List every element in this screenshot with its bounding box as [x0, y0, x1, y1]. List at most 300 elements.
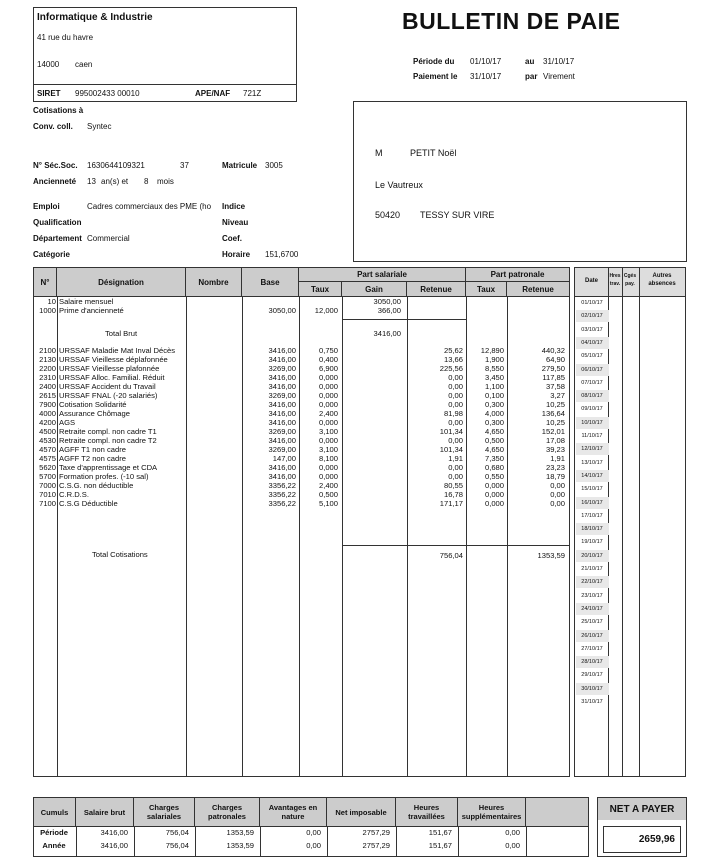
table-cell-taux-p: 12,890	[480, 346, 504, 355]
calendar-date: 12/10/17	[581, 446, 603, 453]
secu-key: 37	[180, 161, 189, 170]
table-cell-retenue: 101,34	[439, 427, 463, 436]
recipient-civility: M	[375, 148, 383, 158]
calendar-date: 14/10/17	[581, 472, 603, 479]
calendar-date: 17/10/17	[581, 512, 603, 519]
table-cell-retenue-p: 37,58	[545, 382, 565, 391]
table-cell-taux-p: 1,900	[484, 355, 504, 364]
calendar-date: 10/10/17	[581, 419, 603, 426]
table-cell-gain	[345, 454, 401, 463]
calendar-header-date: Date	[584, 278, 598, 284]
anciennete-label: Ancienneté	[33, 177, 77, 186]
col-header-taux-patronal: Taux	[466, 282, 507, 296]
col-line	[242, 296, 243, 777]
table-cell-taux: 0,500	[318, 490, 338, 499]
table-cell-base	[244, 297, 296, 306]
summary-header-cell: Charges patronales	[195, 798, 260, 826]
table-cell-base: 147,00	[272, 454, 296, 463]
summary-cell: 3416,00	[100, 841, 128, 850]
calendar-col-line	[639, 267, 640, 777]
calendar-date: 11/10/17	[581, 433, 603, 439]
table-cell-retenue-p: 152,01	[541, 427, 565, 436]
emploi-label: Emploi	[33, 202, 60, 211]
ape-label: APE/NAF	[195, 89, 231, 98]
table-cell-retenue	[410, 297, 463, 306]
table-cell-taux-p: 0,680	[484, 463, 504, 472]
recipient-postcode: 50420	[375, 210, 401, 220]
table-cell-base: 3416,00	[268, 355, 296, 364]
categorie-label: Catégorie	[33, 250, 70, 259]
table-cell-taux: 0,000	[318, 418, 338, 427]
table-cell-retenue-p: 0,00	[550, 490, 565, 499]
paiement-mode: Virement	[543, 72, 575, 81]
table-cell-base: 3416,00	[268, 472, 296, 481]
table-cell-label: Taxe d'apprentissage et CDA	[59, 463, 158, 472]
table-cell-taux: 0,000	[318, 400, 338, 409]
table-cell-base: 3269,00	[268, 391, 296, 400]
table-cell-taux-p	[467, 297, 504, 306]
total-cotisations-salariales: 756,04	[439, 551, 463, 560]
departement-label: Département	[33, 234, 82, 243]
table-cell-label: URSSAF Vieillesse plafonnée	[59, 364, 160, 373]
table-cell-retenue-p: 117,85	[542, 373, 565, 382]
table-cell-retenue: 80,55	[443, 481, 463, 490]
periode-from: 01/10/17	[470, 57, 502, 66]
col-line	[186, 296, 187, 777]
summary-cell: 0,00	[505, 828, 520, 837]
table-cell-retenue-p: 23,23	[545, 463, 565, 472]
table-cell-taux-p: 7,350	[484, 454, 504, 463]
table-cell-gain	[345, 427, 401, 436]
summary-header-cell: Avantages en nature	[260, 798, 327, 826]
anciennete-years-unit: an(s) et	[101, 177, 129, 186]
col-line	[407, 296, 408, 777]
table-cell-retenue-p: 0,00	[550, 499, 565, 508]
table-cell-taux-p: 1,100	[484, 382, 504, 391]
calendar-date: 28/10/17	[581, 659, 603, 666]
table-cell-taux: 0,750	[318, 346, 338, 355]
table-cell-code: 2310	[39, 373, 56, 382]
paiement-label: Paiement le	[413, 72, 458, 81]
total-cotisations-label: Total Cotisations	[92, 550, 148, 559]
table-cell-retenue: 0,00	[448, 400, 463, 409]
table-cell-base: 3416,00	[268, 346, 296, 355]
table-cell-code: 2200	[39, 364, 56, 373]
page-title: BULLETIN DE PAIE	[402, 8, 621, 34]
table-cell-retenue-p: 39,23	[545, 445, 565, 454]
cotisations-underline	[342, 545, 569, 546]
total-brut-value: 3416,00	[373, 329, 401, 338]
table-cell-base: 3416,00	[268, 436, 296, 445]
table-cell-code: 2615	[39, 391, 56, 400]
summary-row-label: Période	[40, 828, 68, 837]
table-cell-taux: 2,400	[318, 481, 338, 490]
col-header-nombre: Nombre	[186, 268, 242, 296]
recipient-name: PETIT Noël	[410, 148, 457, 158]
table-cell-base: 3416,00	[268, 400, 296, 409]
table-cell-label: C.S.G. non déductible	[59, 481, 134, 490]
calendar-date: 18/10/17	[581, 526, 603, 533]
table-cell-gain	[345, 400, 401, 409]
calendar-date: 04/10/17	[581, 339, 603, 346]
table-cell-taux: 0,000	[318, 472, 338, 481]
table-cell-base: 3269,00	[268, 445, 296, 454]
table-cell-retenue: 81,98	[443, 409, 463, 418]
table-cell-taux: 3,100	[318, 445, 338, 454]
anciennete-years: 13	[87, 177, 96, 186]
table-cell-code: 10	[47, 297, 56, 306]
calendar-date: 26/10/17	[581, 632, 603, 639]
table-cell-retenue: 0,00	[448, 436, 463, 445]
table-cell-code: 4575	[39, 454, 56, 463]
col-header-taux: Taux	[299, 282, 342, 296]
table-cell-code: 7010	[39, 490, 56, 499]
payslip-table	[33, 267, 570, 777]
table-cell-gain	[345, 418, 401, 427]
table-cell-base: 3050,00	[268, 306, 296, 315]
summary-cell: 0,00	[306, 841, 321, 850]
qualification-label: Qualification	[33, 218, 82, 227]
col-header-designation: Désignation	[57, 268, 186, 296]
table-cell-label: Assurance Chômage	[59, 409, 130, 418]
table-cell-retenue: 0,00	[448, 391, 463, 400]
table-cell-code: 7100	[39, 499, 56, 508]
calendar-date: 30/10/17	[581, 685, 603, 692]
table-cell-code: 2400	[39, 382, 56, 391]
table-cell-base: 3269,00	[268, 364, 296, 373]
table-cell-code: 2130	[39, 355, 56, 364]
table-cell-base: 3416,00	[268, 463, 296, 472]
table-cell-retenue-p: 279,50	[541, 364, 565, 373]
col-header-part-salariale: Part salariale	[299, 268, 466, 282]
summary-header-cell: Net imposable	[327, 798, 396, 826]
calendar-date: 01/10/17	[581, 300, 603, 306]
table-cell-label: C.R.D.S.	[59, 490, 89, 499]
table-cell-label: URSSAF Vieillesse déplafonnée	[59, 355, 168, 364]
col-header-retenue: Retenue	[407, 282, 466, 296]
summary-cell: 2757,29	[362, 828, 390, 837]
table-cell-base: 3416,00	[268, 409, 296, 418]
table-cell-base: 3416,00	[268, 373, 296, 382]
table-cell-retenue: 0,00	[448, 418, 463, 427]
table-cell-retenue-p: 1,91	[550, 454, 565, 463]
table-cell-label: AGS	[59, 418, 76, 427]
table-cell-retenue: 0,00	[448, 382, 463, 391]
periode-to: 31/10/17	[543, 57, 575, 66]
table-cell-base: 3356,22	[268, 481, 296, 490]
departement-value: Commercial	[87, 234, 130, 243]
table-cell-taux: 0,000	[318, 382, 338, 391]
table-cell-gain: 366,00	[377, 306, 401, 315]
table-cell-taux-p: 0,000	[484, 481, 504, 490]
table-cell-taux: 8,100	[318, 454, 338, 463]
horaire-value: 151,6700	[265, 250, 299, 259]
table-cell-retenue-p: 64,90	[545, 355, 565, 364]
summary-header-cell: Charges salariales	[134, 798, 195, 826]
table-cell-retenue: 25,62	[443, 346, 463, 355]
matricule-value: 3005	[265, 161, 283, 170]
calendar-date: 16/10/17	[581, 499, 603, 506]
summary-header-cell: Salaire brut	[76, 798, 134, 826]
calendar-date: 25/10/17	[581, 619, 603, 626]
col-header-retenue-patronale: Retenue	[507, 282, 569, 296]
col-header-part-patronale: Part patronale	[466, 268, 569, 282]
summary-cell: 1353,59	[226, 841, 254, 850]
calendar-col-line	[622, 267, 623, 777]
table-cell-retenue: 171,17	[439, 499, 463, 508]
table-cell-base: 3269,00	[268, 427, 296, 436]
summary-cell: 756,04	[165, 841, 189, 850]
table-cell-gain	[345, 373, 401, 382]
table-cell-base: 3356,22	[268, 499, 296, 508]
net-label: NET A PAYER	[609, 804, 675, 815]
table-cell-taux-p	[467, 306, 504, 315]
table-cell-retenue: 225,56	[439, 364, 463, 373]
table-cell-retenue: 16,78	[443, 490, 463, 499]
table-cell-taux: 6,900	[318, 364, 338, 373]
net-value: 2659,96	[638, 834, 675, 845]
calendar-date: 27/10/17	[581, 645, 603, 652]
table-cell-retenue: 0,00	[448, 472, 463, 481]
calendar-header-hres: Hres trav.	[609, 273, 621, 287]
niveau-label: Niveau	[222, 218, 249, 227]
table-cell-taux: 3,100	[318, 427, 338, 436]
emploi-value: Cadres commerciaux des PME (ho	[87, 202, 212, 211]
ape-value: 721Z	[243, 89, 262, 98]
table-cell-retenue-p	[509, 297, 565, 306]
table-cell-taux-p: 4,000	[484, 409, 504, 418]
col-header-base: Base	[242, 268, 299, 296]
table-cell-code: 4000	[39, 409, 56, 418]
table-cell-code: 4530	[39, 436, 56, 445]
table-cell-gain	[345, 346, 401, 355]
calendar-date: 08/10/17	[581, 393, 603, 400]
siret-label: SIRET	[37, 89, 61, 98]
table-cell-taux: 0,000	[318, 391, 338, 400]
summary-cell: 3416,00	[100, 828, 128, 837]
calendar-date: 21/10/17	[581, 566, 603, 572]
table-cell-code: 5620	[39, 463, 56, 472]
company-city: caen	[75, 60, 93, 69]
summary-cell: 756,04	[165, 828, 189, 837]
paiement-date: 31/10/17	[470, 72, 502, 81]
table-cell-gain	[345, 436, 401, 445]
coef-label: Coef.	[222, 234, 242, 243]
table-cell-taux-p: 0,100	[484, 391, 504, 400]
summary-col-line	[195, 826, 196, 857]
table-cell-retenue: 13,66	[443, 355, 463, 364]
col-line	[342, 296, 343, 777]
summary-cell: 151,67	[428, 828, 452, 837]
summary-cell: 1353,59	[226, 828, 254, 837]
calendar-date: 20/10/17	[581, 552, 603, 559]
table-cell-gain	[345, 499, 401, 508]
table-cell-retenue-p: 18,79	[545, 472, 565, 481]
table-cell-retenue-p: 10,25	[545, 418, 565, 427]
table-cell-retenue-p: 440,32	[541, 346, 565, 355]
summary-col-line	[526, 826, 527, 857]
table-cell-gain	[345, 382, 401, 391]
table-cell-gain	[345, 481, 401, 490]
table-cell-taux-p: 0,300	[484, 400, 504, 409]
gain-underline	[342, 319, 466, 320]
calendar-date: 24/10/17	[581, 605, 603, 612]
table-cell-label: Prime d'ancienneté	[59, 306, 124, 315]
table-cell-gain	[345, 409, 401, 418]
table-cell-label: URSSAF Accident du Travail	[59, 382, 156, 391]
table-cell-gain	[345, 463, 401, 472]
secu-label: N° Séc.Soc.	[33, 161, 78, 170]
table-cell-label: Salaire mensuel	[59, 297, 114, 306]
table-cell-code: 7900	[39, 400, 56, 409]
company-name: Informatique & Industrie	[37, 12, 153, 23]
company-address: 41 rue du havre	[37, 33, 94, 42]
table-cell-code: 7000	[39, 481, 56, 490]
calendar-date: 22/10/17	[581, 579, 603, 586]
table-cell-retenue-p: 136,64	[541, 409, 565, 418]
table-cell-gain	[345, 490, 401, 499]
table-cell-gain: 3050,00	[373, 297, 401, 306]
table-cell-taux-p: 4,650	[484, 427, 504, 436]
total-cotisations-patronales: 1353,59	[537, 551, 565, 560]
calendar-date: 02/10/17	[581, 313, 603, 320]
table-cell-code: 4570	[39, 445, 56, 454]
conv-value: Syntec	[87, 122, 112, 131]
table-cell-taux: 5,100	[318, 499, 338, 508]
table-cell-taux-p: 0,500	[484, 436, 504, 445]
table-cell-taux-p: 0,000	[484, 499, 504, 508]
summary-col-line	[458, 826, 459, 857]
calendar-date: 07/10/17	[581, 379, 603, 386]
col-line	[57, 296, 58, 777]
calendar-date: 06/10/17	[581, 366, 603, 373]
recipient-city: TESSY SUR VIRE	[420, 210, 495, 220]
summary-header-cell: Cumuls	[34, 798, 76, 826]
table-cell-label: URSSAF Alloc. Familial. Réduit	[59, 373, 165, 382]
cotisations-label: Cotisations à	[33, 106, 84, 115]
table-cell-taux: 0,400	[318, 355, 338, 364]
company-postcode: 14000	[37, 60, 60, 69]
calendar-date: 31/10/17	[581, 699, 603, 705]
summary-col-line	[327, 826, 328, 857]
horaire-label: Horaire	[222, 250, 251, 259]
table-cell-retenue: 1,91	[448, 454, 463, 463]
calendar-date: 23/10/17	[581, 592, 603, 599]
col-header-num: N°	[34, 268, 57, 296]
table-cell-label: URSSAF Maladie Mat Inval Décès	[59, 346, 176, 355]
table-cell-taux	[300, 297, 338, 306]
table-cell-taux-p: 0,000	[484, 490, 504, 499]
summary-header-cell: Heures travaillées	[396, 798, 458, 826]
table-cell-taux-p: 0,300	[484, 418, 504, 427]
calendar-date: 03/10/17	[581, 326, 603, 333]
calendar-header-autres: Autres absences	[648, 273, 676, 287]
table-cell-code: 4500	[39, 427, 56, 436]
recipient-line2: Le Vautreux	[375, 180, 423, 190]
table-cell-retenue: 101,34	[439, 445, 463, 454]
calendar-header-cges: Cgés pay.	[623, 273, 637, 287]
table-cell-label: URSSAF FNAL (-20 salariés)	[59, 391, 158, 400]
table-cell-taux-p: 4,650	[484, 445, 504, 454]
summary-col-line	[76, 826, 77, 857]
table-cell-code: 2100	[39, 346, 56, 355]
calendar-date: 13/10/17	[581, 459, 603, 466]
table-cell-taux-p: 0,550	[484, 472, 504, 481]
summary-cell: 0,00	[505, 841, 520, 850]
table-cell-label: AGFF T1 non cadre	[59, 445, 126, 454]
table-cell-base: 3416,00	[268, 418, 296, 427]
table-cell-code: 4200	[39, 418, 56, 427]
col-header-gain: Gain	[342, 282, 407, 296]
summary-row-label: Année	[42, 841, 66, 850]
table-cell-label: Retraite compl. non cadre T1	[59, 427, 157, 436]
summary-cell: 2757,29	[362, 841, 390, 850]
table-cell-taux: 12,000	[314, 306, 338, 315]
summary-cell: 151,67	[428, 841, 452, 850]
table-cell-taux: 0,000	[318, 463, 338, 472]
table-cell-retenue	[410, 306, 463, 315]
conv-label: Conv. coll.	[33, 122, 73, 131]
periode-label: Période du	[413, 57, 455, 66]
table-cell-base: 3416,00	[268, 382, 296, 391]
table-cell-retenue: 0,00	[448, 463, 463, 472]
table-cell-taux: 2,400	[318, 409, 338, 418]
table-cell-taux: 0,000	[318, 436, 338, 445]
table-cell-label: Retraite compl. non cadre T2	[59, 436, 157, 445]
table-cell-retenue-p	[509, 306, 565, 315]
summary-header-divider	[33, 826, 589, 827]
calendar-date: 29/10/17	[581, 672, 603, 679]
anciennete-months-unit: mois	[157, 177, 174, 186]
col-line	[507, 296, 508, 777]
anciennete-months: 8	[144, 177, 149, 186]
table-cell-label: Cotisation Solidarité	[59, 400, 127, 409]
table-cell-taux: 0,000	[318, 373, 338, 382]
table-cell-retenue-p: 10,25	[545, 400, 565, 409]
table-cell-gain	[345, 355, 401, 364]
calendar-header-divider	[574, 296, 686, 297]
table-cell-gain	[345, 445, 401, 454]
table-cell-taux-p: 3,450	[484, 373, 504, 382]
calendar-date: 15/10/17	[581, 486, 603, 493]
table-cell-retenue-p: 0,00	[550, 481, 565, 490]
matricule-label: Matricule	[222, 161, 258, 170]
table-cell-gain	[345, 391, 401, 400]
table-cell-gain	[345, 364, 401, 373]
table-cell-label: AGFF T2 non cadre	[59, 454, 126, 463]
summary-header-cell: Heures supplémentaires	[458, 798, 526, 826]
table-cell-code: 1000	[39, 306, 56, 315]
table-cell-gain	[345, 472, 401, 481]
table-cell-label: Formation profes. (-10 sal)	[59, 472, 149, 481]
summary-cell: 0,00	[306, 828, 321, 837]
summary-col-line	[260, 826, 261, 857]
summary-col-line	[134, 826, 135, 857]
calendar-date: 09/10/17	[581, 406, 603, 413]
secu-value: 1630644109321	[87, 161, 145, 170]
summary-col-line	[396, 826, 397, 857]
table-cell-retenue: 0,00	[448, 373, 463, 382]
indice-label: Indice	[222, 202, 246, 211]
au-label: au	[525, 57, 535, 66]
table-cell-base: 3356,22	[268, 490, 296, 499]
table-cell-retenue-p: 17,08	[545, 436, 565, 445]
table-cell-taux-p: 8,550	[484, 364, 504, 373]
calendar-date: 19/10/17	[581, 539, 603, 546]
par-label: par	[525, 72, 538, 81]
table-cell-retenue-p: 3,27	[550, 391, 565, 400]
table-cell-code: 5700	[39, 472, 56, 481]
